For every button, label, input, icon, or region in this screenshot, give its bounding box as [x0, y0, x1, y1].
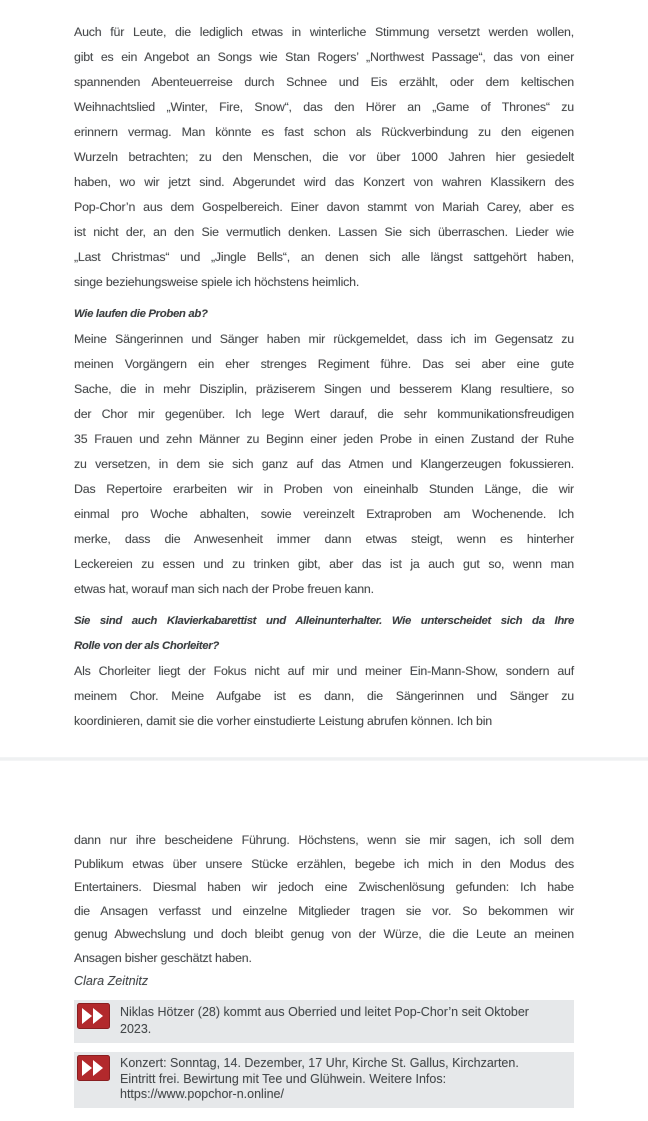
text-line: genug Abwechslung und doch bleibt genug von der Würze, die die Leute an meinen	[74, 927, 574, 941]
text-line: haben, wo wir jetzt sind. Abgerundet wird das Konzert von wahren Klassikern des	[74, 175, 574, 189]
text-line: zu versetzen, in dem sie sich ganz auf das Atmen und Klangerzeugen fokussieren.	[74, 457, 574, 471]
text-line: Konzert: Sonntag, 14. Dezember, 17 Uhr, Kirche St. Gallus, Kirchzarten.	[120, 1056, 519, 1070]
text-line: Leckereien zu essen und zu trinken gibt, aber das ist ja auch gut so, wenn man	[74, 557, 574, 571]
text-line: Rolle von der als Chorleiter?	[74, 640, 219, 652]
text-line: etwas hat, worauf man sich nach der Probe freuen kann.	[74, 582, 374, 596]
info-box-concert-text	[120, 1056, 564, 1103]
article-paragraph-4	[74, 829, 574, 970]
info-box-bio-text	[120, 1004, 564, 1038]
text-line: Ansagen bisher geschätzt haben.	[74, 950, 252, 965]
info-box-concert	[74, 1052, 574, 1108]
text-line: erinnern vermag. Man könnte es fast schon als Rückverbindung zu den eigenen	[74, 125, 574, 139]
fast-forward-icon	[77, 1055, 110, 1081]
text-line: merke, dass die Anwesenheit immer dann etwas steigt, wenn es hinterher	[74, 532, 574, 546]
interview-question-1: Wie laufen die Proben ab?	[74, 308, 208, 320]
text-line: Weihnachtslied „Winter, Fire, Snow“, das den Hörer an „Game of Thrones“ zu	[74, 100, 574, 114]
text-line: Wurzeln betrachten; zu den Menschen, die vor über 1000 Jahren hier gesiedelt	[74, 150, 574, 164]
text-line: Entertainers. Diesmal haben wir jedoch eine Zwischenlösung gefunden: Ich habe	[74, 880, 574, 894]
text-line: meinem Chor. Meine Aufgabe ist es dann, die Sängerinnen und Sänger zu	[74, 689, 574, 703]
article-paragraph-1	[74, 20, 574, 295]
text-line: gibt es ein Angebot an Songs wie Stan Rogers’ „Northwest Passage“, das von einer	[74, 50, 574, 64]
info-box-bio	[74, 1000, 574, 1043]
text-line: Pop-Chor’n aus dem Gospelbereich. Einer davon stammt von Mariah Carey, aber es	[74, 200, 574, 214]
text-line: spannenden Abenteuerreise durch Schnee und Eis erzählt, oder dem keltischen	[74, 75, 574, 89]
article-paragraph-2	[74, 327, 574, 602]
text-line: Das Repertoire erarbeiten wir in Proben von eineinhalb Stunden Länge, die wir	[74, 482, 574, 496]
text-line: ist nicht der, an den Sie vermutlich denken. Lassen Sie sich überraschen. Lieder wie	[74, 225, 574, 239]
author-name: Clara Zeitnitz	[74, 974, 149, 988]
text-line: der Chor mir gegenüber. Ich lege Wert darauf, die sehr kommunikationsfreudigen	[74, 407, 574, 421]
text-line: 35 Frauen und zehn Männer zu Beginn einer jeden Probe in einen Zustand der Ruhe	[74, 432, 574, 446]
text-line: https://www.popchor-n.online/	[120, 1087, 284, 1101]
text-line: Auch für Leute, die lediglich etwas in winterliche Stimmung versetzt werden wollen,	[74, 25, 574, 39]
text-line: dann nur ihre bescheidene Führung. Höchstens, wenn sie mir sagen, ich soll dem	[74, 833, 574, 847]
text-line: einmal pro Woche abhalten, sowie vereinzelt Extraproben am Wochenende. Ich	[74, 507, 574, 521]
text-line: Als Chorleiter liegt der Fokus nicht auf mir und meiner Ein-Mann-Show, sondern auf	[74, 664, 574, 678]
text-line: „Last Christmas“ und „Jingle Bells“, an denen sich alle längst sattgehört haben,	[74, 250, 574, 264]
text-line: Publikum etwas über unsere Stücke erzählen, begebe ich mich in den Modus des	[74, 856, 574, 871]
text-line: koordinieren, damit sie die vorher einstudierte Leistung abrufen können. Ich bin	[74, 714, 492, 728]
fast-forward-icon	[77, 1003, 110, 1029]
text-line: Sache, die in mehr Disziplin, präziserem Singen und besserem Klang resultiere, so	[74, 382, 574, 396]
text-line: Niklas Hötzer (28) kommt aus Oberried und leitet Pop-Chor’n seit Oktober	[120, 1005, 529, 1019]
interview-question-2	[74, 609, 574, 659]
text-line: die Ansagen verfasst und einzelne Mitglieder tragen sie vor. So bekommen wir	[74, 903, 574, 918]
text-line: Sie sind auch Klavierkabarettist und Alleinunterhalter. Wie unterscheidet sich da Ihre	[74, 615, 574, 627]
text-line: Eintritt frei. Bewirtung mit Tee und Glühwein. Weitere Infos:	[120, 1071, 447, 1086]
article-paragraph-3	[74, 659, 574, 734]
text-line: Meine Sängerinnen und Sänger haben mir rückgemeldet, dass ich im Gegensatz zu	[74, 332, 574, 346]
text-line: meinen Vorgängern ein eher strenges Regiment führe. Das sei aber eine gute	[74, 357, 574, 371]
text-line: singe beziehungsweise spiele ich höchstens heimlich.	[74, 275, 360, 289]
page-break-divider	[0, 757, 648, 761]
text-line: 2023.	[120, 1022, 152, 1036]
